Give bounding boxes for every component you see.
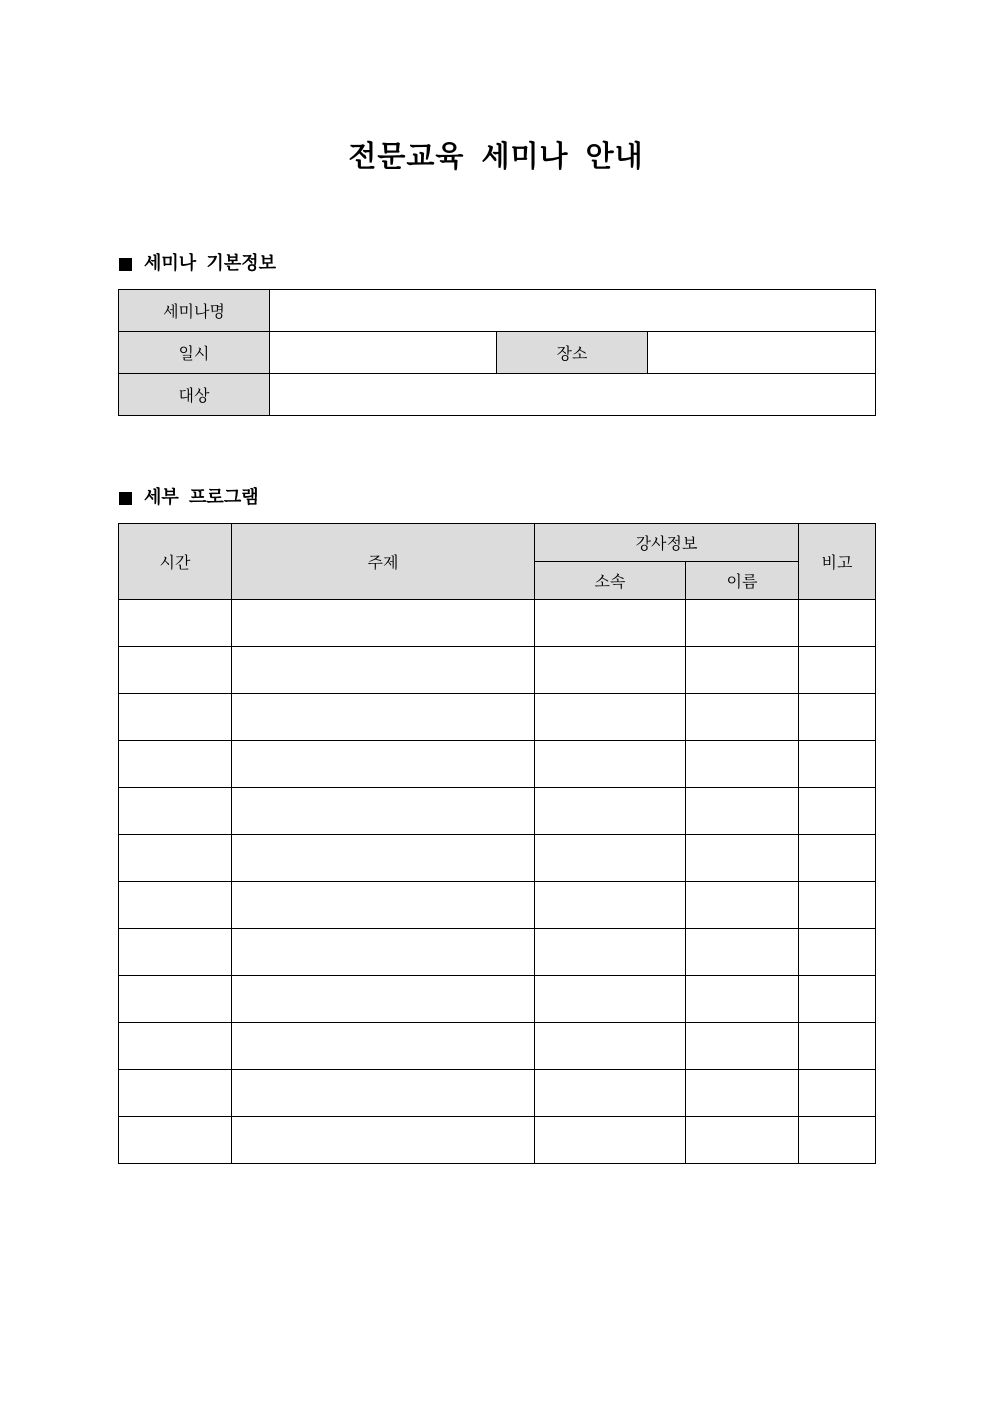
affiliation-cell[interactable] [535, 1117, 686, 1164]
affiliation-cell[interactable] [535, 882, 686, 929]
page-title: 전문교육 세미나 안내 [348, 139, 644, 173]
note-cell[interactable] [799, 1070, 876, 1117]
seminar-name-value[interactable] [270, 290, 876, 332]
affiliation-cell[interactable] [535, 976, 686, 1023]
note-cell[interactable] [799, 1117, 876, 1164]
time-cell[interactable] [119, 882, 232, 929]
note-cell[interactable] [799, 694, 876, 741]
instructor-name-cell[interactable] [686, 741, 799, 788]
topic-cell[interactable] [232, 788, 535, 835]
instructor-name-cell[interactable] [686, 1117, 799, 1164]
target-value[interactable] [270, 374, 876, 416]
program-table [118, 523, 876, 1164]
time-cell[interactable] [119, 976, 232, 1023]
note-cell[interactable] [799, 741, 876, 788]
instructor-name-cell[interactable] [686, 835, 799, 882]
note-cell[interactable] [799, 647, 876, 694]
section-heading-text: 세미나 기본정보 [144, 253, 276, 274]
table-row [119, 647, 876, 694]
section-heading-basic-info [119, 251, 276, 277]
time-cell[interactable] [119, 1070, 232, 1117]
basic-info-row-target [119, 374, 876, 416]
square-bullet-icon [119, 492, 132, 505]
topic-cell[interactable] [232, 694, 535, 741]
table-row [119, 976, 876, 1023]
table-row [119, 882, 876, 929]
topic-cell[interactable] [232, 741, 535, 788]
instructor-name-cell[interactable] [686, 1023, 799, 1070]
instructor-name-cell[interactable] [686, 647, 799, 694]
affiliation-header: 소속 [535, 562, 686, 600]
topic-cell[interactable] [232, 929, 535, 976]
location-label: 장소 [497, 332, 648, 374]
instructor-name-cell[interactable] [686, 694, 799, 741]
topic-cell[interactable] [232, 882, 535, 929]
time-cell[interactable] [119, 647, 232, 694]
instructor-name-cell[interactable] [686, 1070, 799, 1117]
note-cell[interactable] [799, 835, 876, 882]
section-heading-text: 세부 프로그램 [144, 487, 259, 508]
topic-cell[interactable] [232, 600, 535, 647]
basic-info-table [118, 289, 876, 416]
datetime-label: 일시 [119, 332, 270, 374]
instructor-name-cell[interactable] [686, 788, 799, 835]
square-bullet-icon [119, 258, 132, 271]
instructor-name-header: 이름 [686, 562, 799, 600]
time-cell[interactable] [119, 1023, 232, 1070]
topic-cell[interactable] [232, 835, 535, 882]
target-label: 대상 [119, 374, 270, 416]
table-row [119, 1070, 876, 1117]
affiliation-cell[interactable] [535, 929, 686, 976]
topic-cell[interactable] [232, 1117, 535, 1164]
table-row [119, 1117, 876, 1164]
table-row [119, 929, 876, 976]
table-row [119, 600, 876, 647]
topic-cell[interactable] [232, 976, 535, 1023]
location-value[interactable] [648, 332, 876, 374]
basic-info-row-name [119, 290, 876, 332]
table-row [119, 788, 876, 835]
time-cell[interactable] [119, 929, 232, 976]
table-row [119, 1023, 876, 1070]
note-cell[interactable] [799, 882, 876, 929]
seminar-name-label: 세미나명 [119, 290, 270, 332]
time-cell[interactable] [119, 1117, 232, 1164]
instructor-name-cell[interactable] [686, 929, 799, 976]
table-row [119, 835, 876, 882]
program-table-body [119, 600, 876, 1164]
note-cell[interactable] [799, 929, 876, 976]
topic-header: 주제 [232, 524, 535, 600]
note-header: 비고 [799, 524, 876, 600]
datetime-value[interactable] [270, 332, 497, 374]
note-cell[interactable] [799, 600, 876, 647]
affiliation-cell[interactable] [535, 1023, 686, 1070]
time-header: 시간 [119, 524, 232, 600]
affiliation-cell[interactable] [535, 647, 686, 694]
affiliation-cell[interactable] [535, 694, 686, 741]
time-cell[interactable] [119, 788, 232, 835]
instructor-name-cell[interactable] [686, 882, 799, 929]
note-cell[interactable] [799, 788, 876, 835]
affiliation-cell[interactable] [535, 788, 686, 835]
program-header-row [119, 524, 876, 562]
time-cell[interactable] [119, 694, 232, 741]
topic-cell[interactable] [232, 647, 535, 694]
table-row [119, 741, 876, 788]
time-cell[interactable] [119, 741, 232, 788]
table-row [119, 694, 876, 741]
topic-cell[interactable] [232, 1070, 535, 1117]
topic-cell[interactable] [232, 1023, 535, 1070]
affiliation-cell[interactable] [535, 1070, 686, 1117]
instructor-info-header: 강사정보 [535, 524, 799, 562]
note-cell[interactable] [799, 1023, 876, 1070]
time-cell[interactable] [119, 835, 232, 882]
instructor-name-cell[interactable] [686, 976, 799, 1023]
affiliation-cell[interactable] [535, 835, 686, 882]
affiliation-cell[interactable] [535, 600, 686, 647]
note-cell[interactable] [799, 976, 876, 1023]
instructor-name-cell[interactable] [686, 600, 799, 647]
basic-info-row-datetime [119, 332, 876, 374]
affiliation-cell[interactable] [535, 741, 686, 788]
time-cell[interactable] [119, 600, 232, 647]
section-heading-program [119, 485, 259, 511]
